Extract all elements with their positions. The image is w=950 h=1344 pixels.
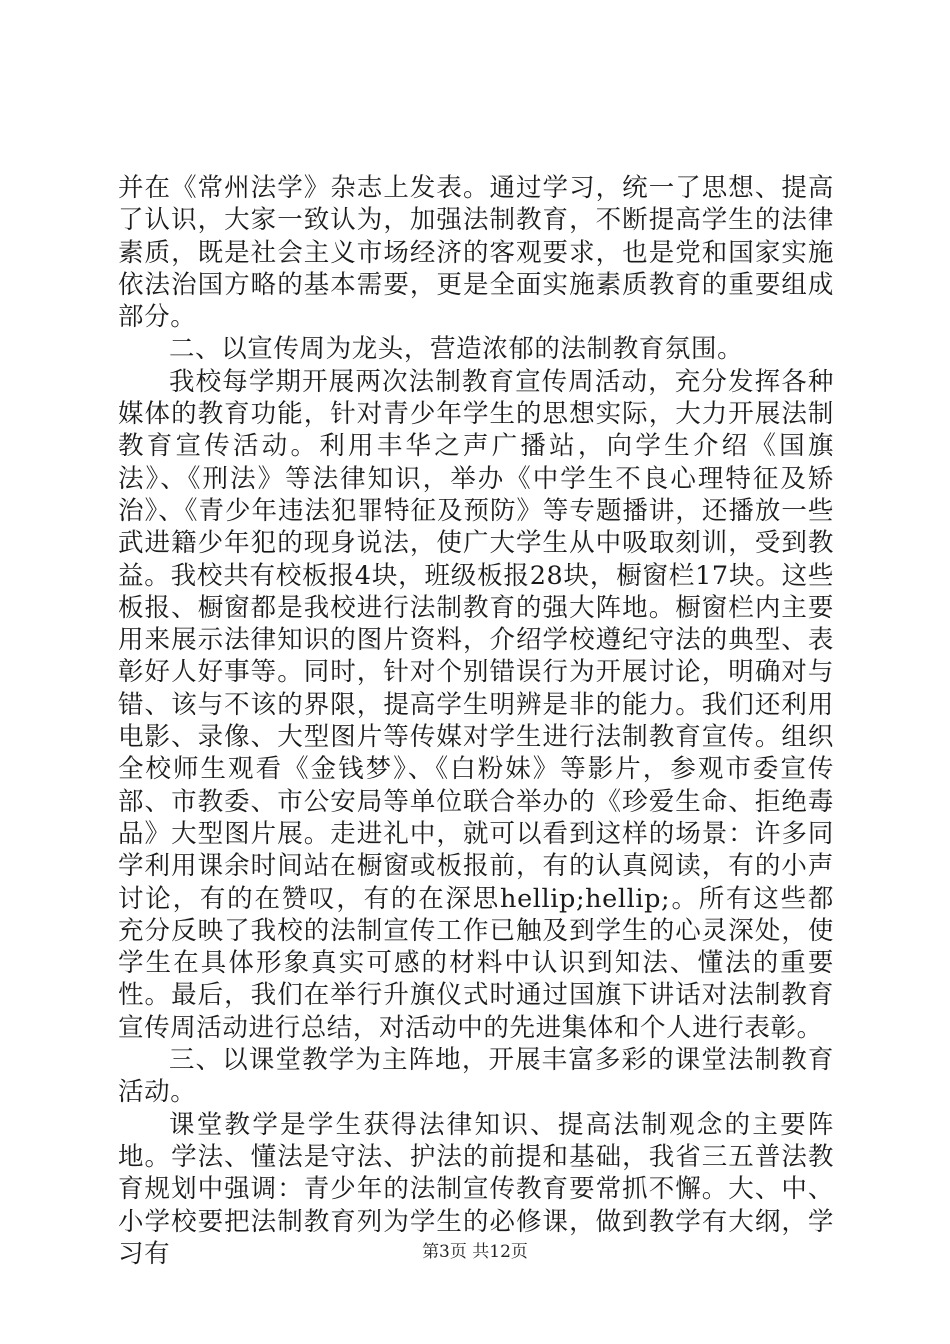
paragraph-2-heading: 二、以宣传周为龙头，营造浓郁的法制教育氛围。 xyxy=(169,334,744,365)
paragraph-5: 课堂教学是学生获得法律知识、提高法制观念的主要阵地。学法、懂法是守法、护法的前提和基础，我省三五普法教育规划中强调：青少年的法制宣传教育要常抓不懈。大、中、小学校要把法制教育列为学生的必修课，做到教学有大纲，学习有 xyxy=(118,1109,834,1269)
page-footer: 第3页 共12页 xyxy=(422,1242,528,1262)
paragraph-3: 我校每学期开展两次法制教育宣传周活动，充分发挥各种媒体的教育功能，针对青少年学生的思想实际，大力开展法制教育宣传活动。利用丰华之声广播站，向学生介绍《国旗法》、《刑法》等法律知识，举办《中学生不良心理特征及矫治》、《青少年违法犯罪特征及预防》等专题播讲，还播放一些武进籍少年犯的现身说法，使广大学生从中吸取刻训，受到教益。我校共有校板报4块，班级板报28块，橱窗栏17块。这些板报、橱窗都是我校进行法制教育的强大阵地。橱窗栏内主要用来展示法律知识的图片资料，介绍学校遵纪守法的典型、表彰好人好事等。同时，针对个别错误行为开展讨论，明确对与错、该与不该的界限，提高学生明辨是非的能力。我们还利用电影、录像、大型图片等传媒对学生进行法制教育宣传。组织全校师生观看《金钱梦》、《白粉妹》等影片，参观市委宣传部、市教委、市公安局等单位联合举办的《珍爱生命、拒绝毒品》大型图片展。走进礼中，就可以看到这样的场景：许多同学利用课余时间站在橱窗或板报前，有的认真阅读，有的小声讨论，有的在赞叹，有的在深思hellip;hellip;。所有这些都充分反映了我校的法制宣传工作已触及到学生的心灵深处，使学生在具体形象真实可感的材料中认识到知法、懂法的重要性。最后，我们在举行升旗仪式时通过国旗下讲话对法制教育宣传周活动进行总结，对活动中的先进集体和个人进行表彰。 xyxy=(118,366,834,1043)
document-body xyxy=(118,172,834,1270)
paragraph-1: 并在《常州法学》杂志上发表。通过学习，统一了思想、提高了认识，大家一致认为，加强法制教育，不断提高学生的法律素质，既是社会主义市场经济的客观要求，也是党和国家实施依法治国方略的基本需要，更是全面实施素质教育的重要组成部分。 xyxy=(118,173,834,333)
paragraph-4-heading: 三、以课堂教学为主阵地，开展丰富多彩的课堂法制教育活动。 xyxy=(118,1045,834,1108)
